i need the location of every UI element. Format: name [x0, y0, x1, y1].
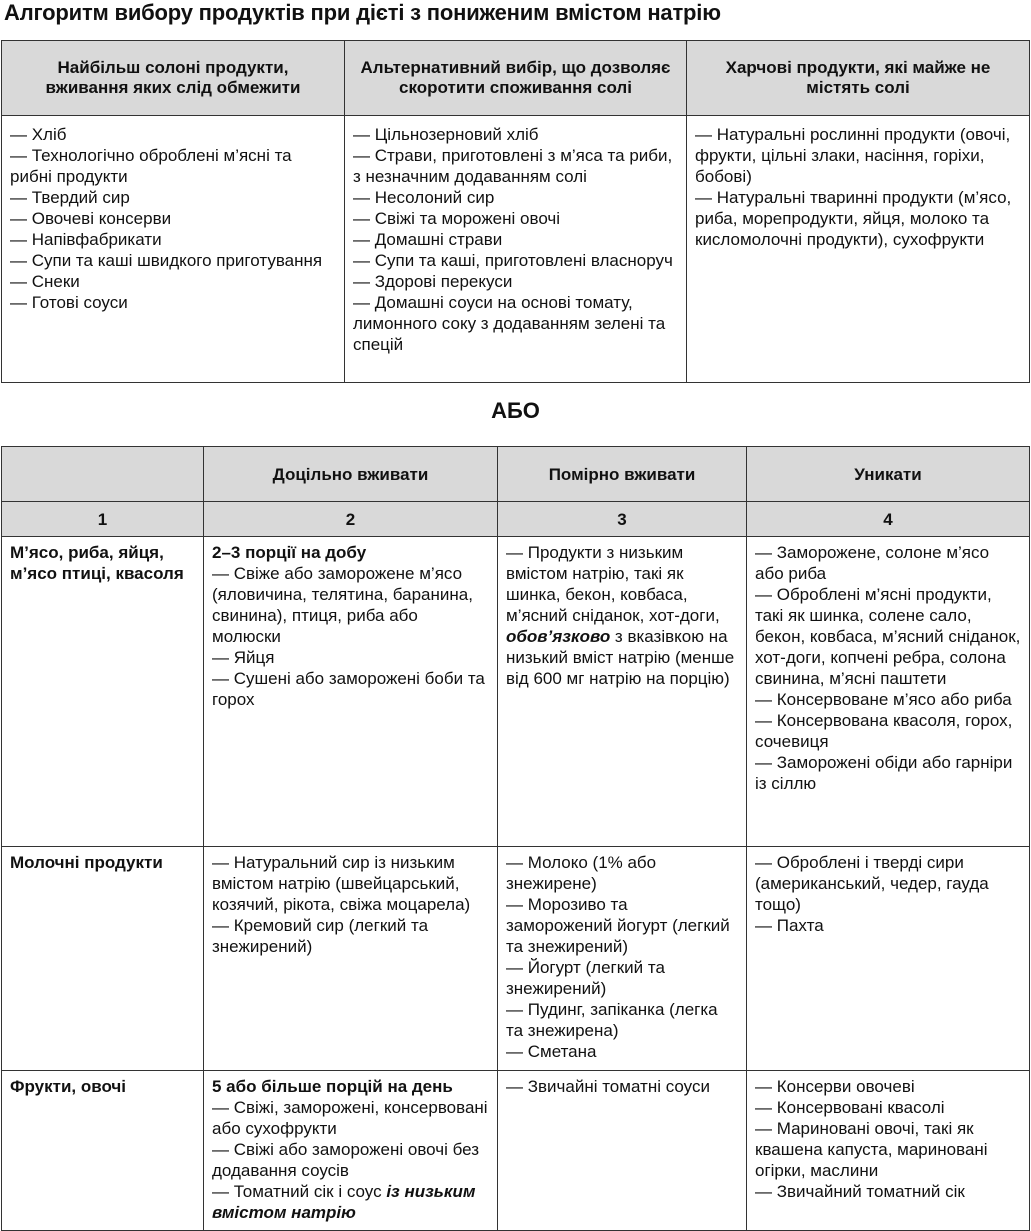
- or-separator: АБО: [491, 398, 540, 423]
- list-item: — Заморожені обіди або гарніри із сіллю: [755, 753, 1013, 793]
- list-item: — Оброблені м’ясні продукти, такі як шинка, солене сало, бекон, ковбаса, м’ясний сніданок, хот-доги, копчені ребра, солона свинина, м’ясні паштети: [755, 585, 1021, 688]
- recommended-cell: [204, 1071, 498, 1231]
- recommended-cell: [204, 847, 498, 1071]
- list-item: — Домашні страви: [353, 230, 503, 249]
- list-item: — Сушені або заморожені боби та горох: [212, 669, 485, 709]
- table-row: [2, 537, 1030, 847]
- category-cell: М’ясо, риба, яйця, м’ясо птиці, квасоля: [2, 537, 204, 847]
- moderate-cell: [498, 1071, 747, 1231]
- list-item: — Технологічно оброблені м’ясні та рибні продукти: [10, 146, 292, 186]
- list-item: — Снеки: [10, 272, 80, 291]
- list-item: — Заморожене, солоне м’ясо або риба: [755, 543, 990, 583]
- header-alternative: Альтернативний вибір, що дозволяє скоротити споживання солі: [345, 41, 687, 116]
- portion-note: 2–3 порції на добу: [212, 543, 367, 562]
- category-cell: Молочні продукти: [2, 847, 204, 1071]
- list-item: — Овочеві консерви: [10, 209, 172, 228]
- list-item: — Йогурт (легкий та знежирений): [506, 958, 665, 998]
- list-item: — Супи та каші, приготовлені власноруч: [353, 251, 673, 270]
- table-header-row: [2, 447, 1030, 502]
- text-segment: — Томатний сік і соус: [212, 1182, 387, 1201]
- header-moderate: Помірно вживати: [498, 447, 747, 502]
- list-alternative: [345, 116, 687, 383]
- list-item: — Оброблені і тверді сири (американський, чедер, гауда тощо): [755, 853, 989, 914]
- list-item: — Здорові перекуси: [353, 272, 513, 291]
- list-item: — Свіже або заморожене м’ясо (яловичина, телятина, баранина, свинина), птиця, риба або молюски: [212, 564, 473, 646]
- page-title: Алгоритм вибору продуктів при дієті з пониженим вмістом натрію: [4, 0, 721, 25]
- column-number: 3: [498, 502, 747, 537]
- list-item: — Сметана: [506, 1042, 597, 1061]
- header-salt-free: Харчові продукти, які майже не містять солі: [687, 41, 1030, 116]
- emphasis-text: із низьким вмістом натрію: [212, 1182, 476, 1222]
- text-segment: — Продукти з низьким вмістом натрію, такі як шинка, бекон, ковбаса, м’ясний сніданок, хот-доги,: [506, 543, 720, 625]
- text-segment: з вказівкою на низький вміст натрію (менше від 600 мг натрію на порцію): [506, 627, 735, 688]
- list-item: — Яйця: [212, 648, 275, 667]
- table-row: [2, 1071, 1030, 1231]
- list-item: — Страви, приготовлені з м’яса та риби, з незначним додаванням солі: [353, 146, 673, 186]
- column-number: 1: [2, 502, 204, 537]
- avoid-cell: [747, 847, 1030, 1071]
- list-item: — Звичайний томатний сік: [755, 1182, 965, 1201]
- list-item: — Консервовані квасолі: [755, 1098, 945, 1117]
- list-item: — Хліб: [10, 125, 67, 144]
- column-number: 2: [204, 502, 498, 537]
- list-item: [212, 1181, 489, 1223]
- moderate-cell: [498, 847, 747, 1071]
- list-item: — Супи та каші швидкого приготування: [10, 251, 323, 270]
- moderate-cell: [498, 537, 747, 847]
- list-salt-free: [687, 116, 1030, 383]
- list-item: — Пудинг, запіканка (легка та знежирена): [506, 1000, 718, 1040]
- portion-note: 5 або більше порцій на день: [212, 1077, 453, 1096]
- header-avoid: Уникати: [747, 447, 1030, 502]
- avoid-cell: [747, 1071, 1030, 1231]
- table-row: [2, 116, 1030, 383]
- list-item: — Натуральний сир із низьким вмістом натрію (швейцарський, козячий, рікота, свіжа моцарела): [212, 853, 471, 914]
- list-item: — Консерви овочеві: [755, 1077, 915, 1096]
- header-category: [2, 447, 204, 502]
- list-item: — Напівфабрикати: [10, 230, 162, 249]
- list-item: [506, 542, 738, 689]
- list-item: — Натуральні рослинні продукти (овочі, фрукти, цільні злаки, насіння, горіхи, бобові): [695, 125, 1011, 186]
- list-item: — Консервоване м’ясо або риба: [755, 690, 1012, 709]
- category-cell: Фрукти, овочі: [2, 1071, 204, 1231]
- salt-products-table: [1, 40, 1030, 383]
- list-item: — Готові соуси: [10, 293, 128, 312]
- list-item: — Домашні соуси на основі томату, лимонного соку з додаванням зелені та спецій: [353, 293, 666, 354]
- list-item: — Свіжі, заморожені, консервовані або сухофрукти: [212, 1098, 488, 1138]
- list-item: — Консервована квасоля, горох, сочевиця: [755, 711, 1013, 751]
- header-most-salty: Найбільш солоні продукти, вживання яких слід обмежити: [2, 41, 345, 116]
- list-item: — Натуральні тваринні продукти (м’ясо, риба, морепродукти, яйця, молоко та кисломолочні продукти), сухофрукти: [695, 188, 1012, 249]
- list-item: — Пахта: [755, 916, 824, 935]
- column-number: 4: [747, 502, 1030, 537]
- list-item: — Кремовий сир (легкий та знежирений): [212, 916, 429, 956]
- header-recommended: Доцільно вживати: [204, 447, 498, 502]
- column-number-row: [2, 502, 1030, 537]
- list-item: — Свіжі та морожені овочі: [353, 209, 561, 228]
- table-header-row: [2, 41, 1030, 116]
- consumption-guide-table: [1, 446, 1030, 1231]
- emphasis-text: обов’язково: [506, 627, 611, 646]
- list-item: — Мариновані овочі, такі як квашена капуста, мариновані огірки, маслини: [755, 1119, 988, 1180]
- list-item: — Звичайні томатні соуси: [506, 1077, 710, 1096]
- list-item: — Твердий сир: [10, 188, 130, 207]
- list-item: — Морозиво та заморожений йогурт (легкий та знежирений): [506, 895, 730, 956]
- list-item: — Свіжі або заморожені овочі без додавання соусів: [212, 1140, 480, 1180]
- list-item: — Молоко (1% або знежирене): [506, 853, 657, 893]
- list-item: — Несолоний сир: [353, 188, 495, 207]
- table-row: [2, 847, 1030, 1071]
- list-item: — Цільнозерновий хліб: [353, 125, 539, 144]
- avoid-cell: [747, 537, 1030, 847]
- recommended-cell: [204, 537, 498, 847]
- list-most-salty: [2, 116, 345, 383]
